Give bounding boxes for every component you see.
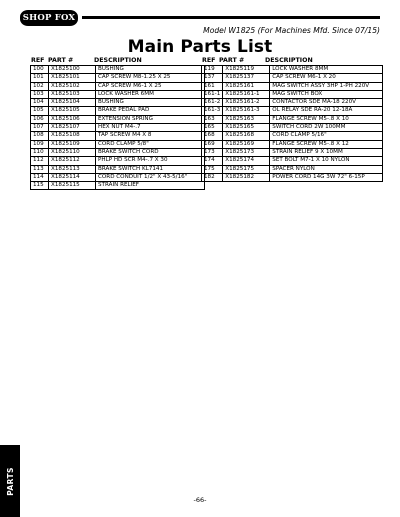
part-number-cell: X1825103 [49, 90, 96, 98]
description-cell: OL RELAY SDE RA-20 12-18A [270, 107, 383, 115]
description-cell: SET BOLT M7-1 X 10 NYLON [270, 157, 383, 165]
table-row [31, 107, 205, 115]
ref-cell: 104 [31, 99, 49, 107]
table-row [202, 165, 383, 173]
ref-cell: 168 [202, 132, 223, 140]
part-number-cell: X1825101 [49, 74, 96, 82]
part-number-cell: X1825113 [49, 165, 96, 173]
ref-cell: 182 [202, 173, 223, 181]
table-row [202, 140, 383, 148]
ref-cell: 161-3 [202, 107, 223, 115]
table-row [31, 66, 205, 74]
description-cell: EXTENSION SPRING [96, 115, 205, 123]
table-row [202, 82, 383, 90]
table-row [202, 173, 383, 181]
description-cell: BRAKE SWITCH CORD [96, 148, 205, 156]
table-row [31, 157, 205, 165]
description-header: DESCRIPTION [265, 57, 313, 64]
description-cell: STRAIN RELIEF 9 X 10MM [270, 148, 383, 156]
ref-cell: 112 [31, 157, 49, 165]
description-cell: TAP SCREW M4 X 8 [96, 132, 205, 140]
ref-cell: 109 [31, 140, 49, 148]
part-number-cell: X1825105 [49, 107, 96, 115]
part-number-cell: X1825175 [223, 165, 270, 173]
description-header: DESCRIPTION [94, 57, 142, 64]
table-row [31, 148, 205, 156]
table-row [31, 132, 205, 140]
ref-cell: 103 [31, 90, 49, 98]
column-header-row [30, 56, 205, 65]
description-cell: CONTACTOR SDE MA-18 220V [270, 99, 383, 107]
part-number-cell: X1825165 [223, 124, 270, 132]
ref-header: REF [31, 57, 45, 64]
part-number-cell: X1825137 [223, 74, 270, 82]
table-row [202, 90, 383, 98]
part-number-cell: X1825119 [223, 66, 270, 74]
parts-section-tab [0, 445, 20, 517]
table-row [202, 66, 383, 74]
description-cell: LOCK WASHER 8MM [270, 66, 383, 74]
table-row [31, 74, 205, 82]
description-cell: SWITCH CORD 2W 100MM [270, 124, 383, 132]
part-number-cell: X1825168 [223, 132, 270, 140]
part-number-cell: X1825102 [49, 82, 96, 90]
column-header-row [201, 56, 383, 65]
part-header: PART # [219, 57, 245, 64]
description-cell: BRAKE SWITCH KL7141 [96, 165, 205, 173]
parts-column-left [30, 56, 205, 190]
part-number-cell: X1825104 [49, 99, 96, 107]
part-number-cell: X1825161 [223, 82, 270, 90]
description-cell: CORD CONDUIT 1/2" X 43-5/16" [96, 173, 205, 181]
part-number-cell: X1825115 [49, 182, 96, 190]
table-row [31, 90, 205, 98]
part-header: PART # [48, 57, 74, 64]
description-cell: PHLP HD SCR M4-.7 X 30 [96, 157, 205, 165]
description-cell: CORD CLAMP 5/8" [96, 140, 205, 148]
part-number-cell: X1825163 [223, 115, 270, 123]
ref-cell: 100 [31, 66, 49, 74]
ref-cell: 174 [202, 157, 223, 165]
part-number-cell: X1825173 [223, 148, 270, 156]
table-row [202, 148, 383, 156]
part-number-cell: X1825110 [49, 148, 96, 156]
part-number-cell: X1825161-1 [223, 90, 270, 98]
description-cell: FLANGE SCREW M5-.8 X 12 [270, 140, 383, 148]
table-row [202, 124, 383, 132]
ref-cell: 107 [31, 124, 49, 132]
description-cell: MAG SWITCH BOX [270, 90, 383, 98]
part-number-cell: X1825107 [49, 124, 96, 132]
table-row [31, 182, 205, 190]
description-cell: BUSHING [96, 99, 205, 107]
description-cell: FLANGE SCREW M5-.8 X 10 [270, 115, 383, 123]
table-row [31, 115, 205, 123]
part-number-cell: X1825100 [49, 66, 96, 74]
table-row [31, 124, 205, 132]
description-cell: CAP SCREW M8-1.25 X 25 [96, 74, 205, 82]
part-number-cell: X1825161-3 [223, 107, 270, 115]
description-cell: CAP SCREW M6-1 X 20 [270, 74, 383, 82]
part-number-cell: X1825169 [223, 140, 270, 148]
part-number-cell: X1825182 [223, 173, 270, 181]
ref-cell: 161-2 [202, 99, 223, 107]
ref-cell: 101 [31, 74, 49, 82]
description-cell: SPACER NYLON [270, 165, 383, 173]
ref-cell: 119 [202, 66, 223, 74]
ref-cell: 163 [202, 115, 223, 123]
parts-table-left [30, 65, 205, 190]
model-subtitle: Model W1825 (For Machines Mfd. Since 07/15) [203, 26, 380, 35]
ref-cell: 169 [202, 140, 223, 148]
table-row [31, 140, 205, 148]
ref-cell: 106 [31, 115, 49, 123]
ref-cell: 161 [202, 82, 223, 90]
part-number-cell: X1825112 [49, 157, 96, 165]
description-cell: CORD CLAMP 5/16" [270, 132, 383, 140]
ref-header: REF [202, 57, 216, 64]
table-row [31, 173, 205, 181]
ref-cell: 165 [202, 124, 223, 132]
part-number-cell: X1825109 [49, 140, 96, 148]
ref-cell: 113 [31, 165, 49, 173]
part-number-cell: X1825161-2 [223, 99, 270, 107]
page-title: Main Parts List [127, 37, 273, 57]
part-number-cell: X1825108 [49, 132, 96, 140]
part-number-cell: X1825106 [49, 115, 96, 123]
table-row [202, 107, 383, 115]
parts-table-right [201, 65, 383, 182]
table-row [202, 115, 383, 123]
shop-fox-logo: SHOP FOX [20, 10, 78, 26]
table-row [31, 165, 205, 173]
table-row [31, 99, 205, 107]
description-cell: BRAKE PEDAL PAD [96, 107, 205, 115]
description-cell: LOCK WASHER 6MM [96, 90, 205, 98]
table-row [31, 82, 205, 90]
description-cell: POWER CORD 14G 3W 72" 6-15P [270, 173, 383, 181]
description-cell: CAP SCREW M6-1 X 25 [96, 82, 205, 90]
ref-cell: 110 [31, 148, 49, 156]
parts-column-right [201, 56, 383, 182]
table-row [202, 99, 383, 107]
description-cell: HEX NUT M4-.7 [96, 124, 205, 132]
table-row [202, 132, 383, 140]
ref-cell: 115 [31, 182, 49, 190]
ref-cell: 161-1 [202, 90, 223, 98]
ref-cell: 102 [31, 82, 49, 90]
ref-cell: 137 [202, 74, 223, 82]
description-cell: MAG SWITCH ASSY 3HP 1-PH 220V [270, 82, 383, 90]
ref-cell: 114 [31, 173, 49, 181]
ref-cell: 105 [31, 107, 49, 115]
ref-cell: 173 [202, 148, 223, 156]
ref-cell: 108 [31, 132, 49, 140]
header-rule [82, 16, 380, 19]
description-cell: STRAIN RELIEF [96, 182, 205, 190]
table-row [202, 74, 383, 82]
part-number-cell: X1825174 [223, 157, 270, 165]
side-tab-label: PARTS [5, 466, 15, 496]
ref-cell: 175 [202, 165, 223, 173]
part-number-cell: X1825114 [49, 173, 96, 181]
description-cell: BUSHING [96, 66, 205, 74]
table-row [202, 157, 383, 165]
page-number: -66- [193, 496, 207, 504]
